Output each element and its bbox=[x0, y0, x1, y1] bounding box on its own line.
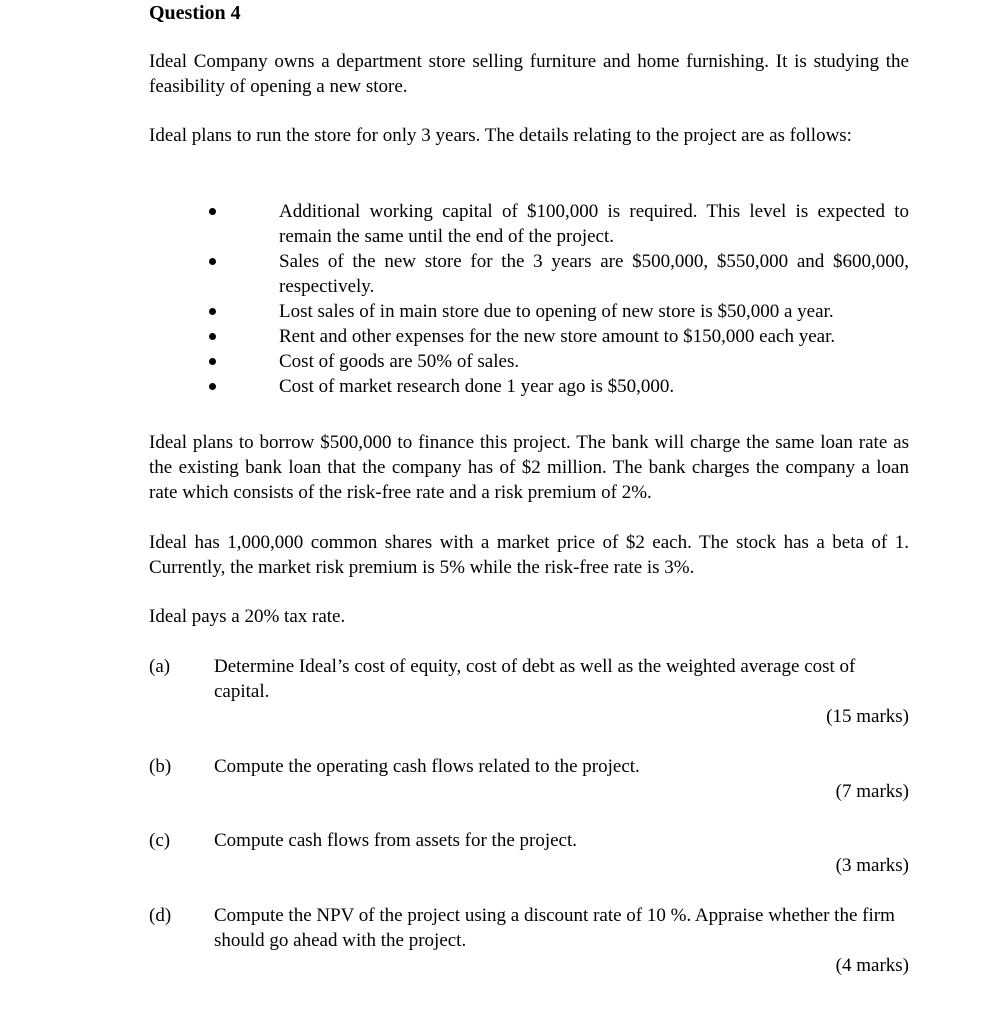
borrowing-paragraph: Ideal plans to borrow $500,000 to finance this project. The bank will charge the same loan rate as the existing bank loan that the company has of $2 million. The bank charges the company a loan rate which consists of the risk-free rate and a risk premium of 2%. bbox=[149, 432, 909, 503]
list-item-text: Additional working capital of $100,000 is required. This level is expected to remain the same until the end of the project. bbox=[279, 201, 909, 247]
bullet-dot-icon bbox=[209, 258, 216, 265]
plans-paragraph: Ideal plans to run the store for only 3 years. The details relating to the project are as follows: bbox=[149, 125, 852, 146]
project-details-list bbox=[0, 199, 982, 399]
list-item bbox=[0, 324, 909, 349]
bullet-dot-icon bbox=[209, 358, 216, 365]
tax-paragraph: Ideal pays a 20% tax rate. bbox=[149, 606, 346, 627]
question-text: Determine Ideal’s cost of equity, cost of debt as well as the weighted average cost of capital. bbox=[214, 656, 856, 702]
bullet-dot-icon bbox=[209, 308, 216, 315]
list-item-text: Sales of the new store for the 3 years are $500,000, $550,000 and $600,000, respectively. bbox=[279, 251, 909, 297]
list-item bbox=[0, 199, 909, 249]
list-item-text: Lost sales of in main store due to opening of new store is $50,000 a year. bbox=[279, 301, 834, 322]
list-item-text: Cost of goods are 50% of sales. bbox=[279, 351, 520, 372]
list-item bbox=[0, 299, 909, 324]
list-item-text: Cost of market research done 1 year ago is $50,000. bbox=[279, 376, 675, 397]
question-label: (b) bbox=[149, 756, 172, 777]
marks-label: (7 marks) bbox=[835, 781, 909, 802]
question-text: Compute the operating cash flows related to the project. bbox=[214, 756, 640, 777]
question-label: (a) bbox=[149, 656, 171, 677]
question-label: (c) bbox=[149, 830, 171, 851]
question-text: Compute the NPV of the project using a discount rate of 10 %. Appraise whether the firm should go ahead with the project. bbox=[214, 905, 895, 951]
list-item bbox=[0, 249, 909, 299]
intro-paragraph: Ideal Company owns a department store selling furniture and home furnishing. It is studying the feasibility of opening a new store. bbox=[149, 51, 909, 97]
question-heading: Question 4 bbox=[149, 2, 241, 24]
list-item bbox=[0, 349, 909, 374]
bullet-dot-icon bbox=[209, 208, 216, 215]
marks-label: (3 marks) bbox=[835, 855, 909, 876]
question-text: Compute cash flows from assets for the project. bbox=[214, 830, 578, 851]
list-item-text: Rent and other expenses for the new store amount to $150,000 each year. bbox=[279, 326, 836, 347]
marks-label: (15 marks) bbox=[826, 706, 909, 727]
bullet-dot-icon bbox=[209, 333, 216, 340]
bullet-dot-icon bbox=[209, 383, 216, 390]
shares-paragraph: Ideal has 1,000,000 common shares with a market price of $2 each. The stock has a beta of 1. Currently, the market risk premium is 5% while the risk-free rate is 3%. bbox=[149, 532, 909, 578]
list-item bbox=[0, 374, 909, 399]
question-label: (d) bbox=[149, 905, 172, 926]
marks-label: (4 marks) bbox=[835, 955, 909, 976]
